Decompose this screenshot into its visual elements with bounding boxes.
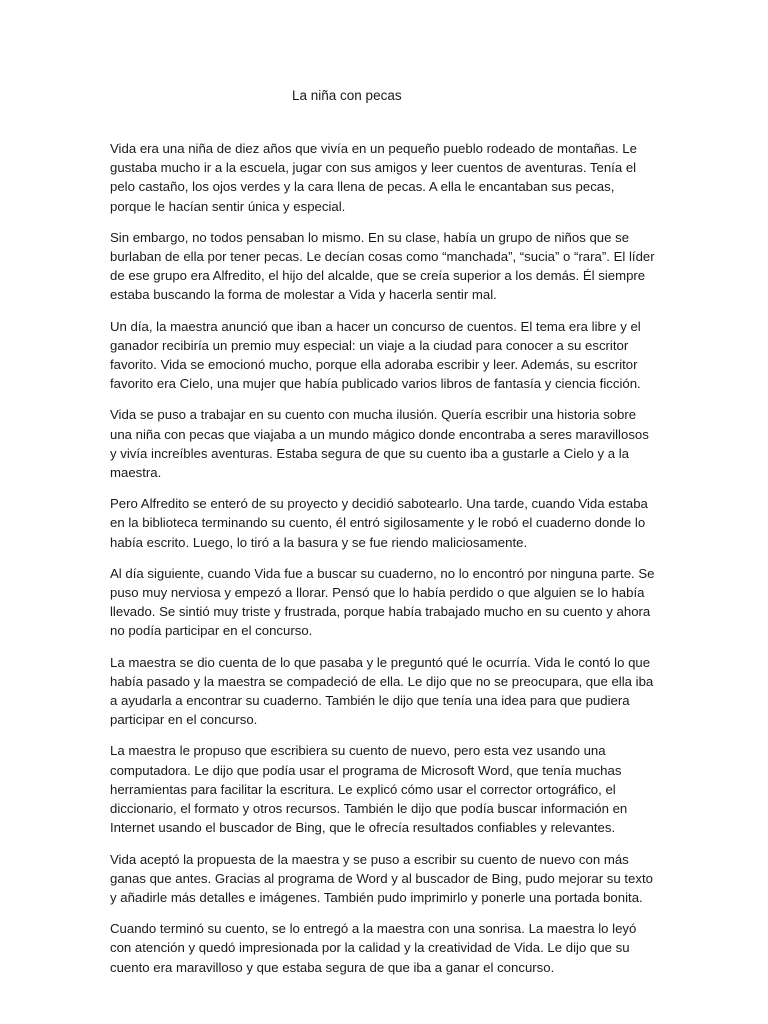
document-title: La niña con pecas: [292, 88, 402, 103]
paragraph-7: La maestra se dio cuenta de lo que pasaba y le preguntó qué le ocurría. Vida le contó lo que había pasado y la maestra se compadeció de ella. Le dijo que no se preocupara, que ella iba a ayudarla a encontrar su cuaderno. También le dijo que tenía una idea para que pudiera participar en el concurso.: [110, 654, 654, 728]
paragraph-1: Vida era una niña de diez años que vivía en un pequeño pueblo rodeado de montañas. Le gustaba mucho ir a la escuela, jugar con sus amigos y leer cuentos de aventuras. Tenía el pelo castaño, los ojos verdes y la cara llena de pecas. A ella le encantaban sus pecas, porque le hacían sentir única y especial.: [110, 141, 637, 214]
paragraph-10: Cuando terminó su cuento, se lo entregó a la maestra con una sonrisa. La maestra lo leyó con atención y quedó impresionada por la calidad y la creatividad de Vida. Le dijo que su cuento era maravilloso y que estaba segura de que iba a ganar el concurso.: [110, 921, 637, 975]
paragraph-3: Un día, la maestra anunció que iban a hacer un concurso de cuentos. El tema era libre y el ganador recibiría un premio muy especial: un viaje a la ciudad para conocer a su escritor favorito. Vida se emocionó mucho, porque ella adoraba escribir y leer. Además, su escritor favorito era Cielo, una mujer que había publicado varios libros de fantasía y ciencia ficción.: [110, 318, 641, 392]
paragraph-8: La maestra le propuso que escribiera su cuento de nuevo, pero esta vez usando una computadora. Le dijo que podía usar el programa de Microsoft Word, que tenía muchas herramientas para facilitar la escritura. Le explicó cómo usar el corrector ortográfico, el diccionario, el formato y otros recursos. También le dijo que podía buscar información en Internet usando el buscador de Bing, que le ofrecía resultados confiables y relevantes.: [110, 743, 628, 836]
document-body: [110, 139, 658, 989]
paragraph-9: Vida aceptó la propuesta de la maestra y se puso a escribir su cuento de nuevo con más ganas que antes. Gracias al programa de Word y al buscador de Bing, pudo mejorar su texto y añadirle más detalles e imágenes. También pudo imprimirlo y ponerle una portada bonita.: [110, 851, 653, 905]
paragraph-2: Sin embargo, no todos pensaban lo mismo. En su clase, había un grupo de niños que se burlaban de ella por tener pecas. Le decían cosas como “manchada”, “sucia” o “rara”. El líder de ese grupo era Alfredito, el hijo del alcalde, que se creía superior a los demás. Él siempre estaba buscando la forma de molestar a Vida y hacerla sentir mal.: [110, 229, 655, 303]
paragraph-6: Al día siguiente, cuando Vida fue a buscar su cuaderno, no lo encontró por ninguna parte. Se puso muy nerviosa y empezó a llorar. Pensó que lo había perdido o que alguien se lo había llevado. Se sintió muy triste y frustrada, porque había trabajado mucho en su cuento y ahora no podía participar en el concurso.: [110, 565, 655, 639]
paragraph-4: Vida se puso a trabajar en su cuento con mucha ilusión. Quería escribir una historia sobre una niña con pecas que viajaba a un mundo mágico donde encontraba a seres maravillosos y vivía increíbles aventuras. Estaba segura de que su cuento iba a gustarle a Cielo y a la maestra.: [110, 407, 649, 481]
paragraph-5: Pero Alfredito se enteró de su proyecto y decidió sabotearlo. Una tarde, cuando Vida estaba en la biblioteca terminando su cuento, él entró sigilosamente y le robó el cuaderno donde lo había escrito. Luego, lo tiró a la basura y se fue riendo maliciosamente.: [110, 496, 648, 550]
